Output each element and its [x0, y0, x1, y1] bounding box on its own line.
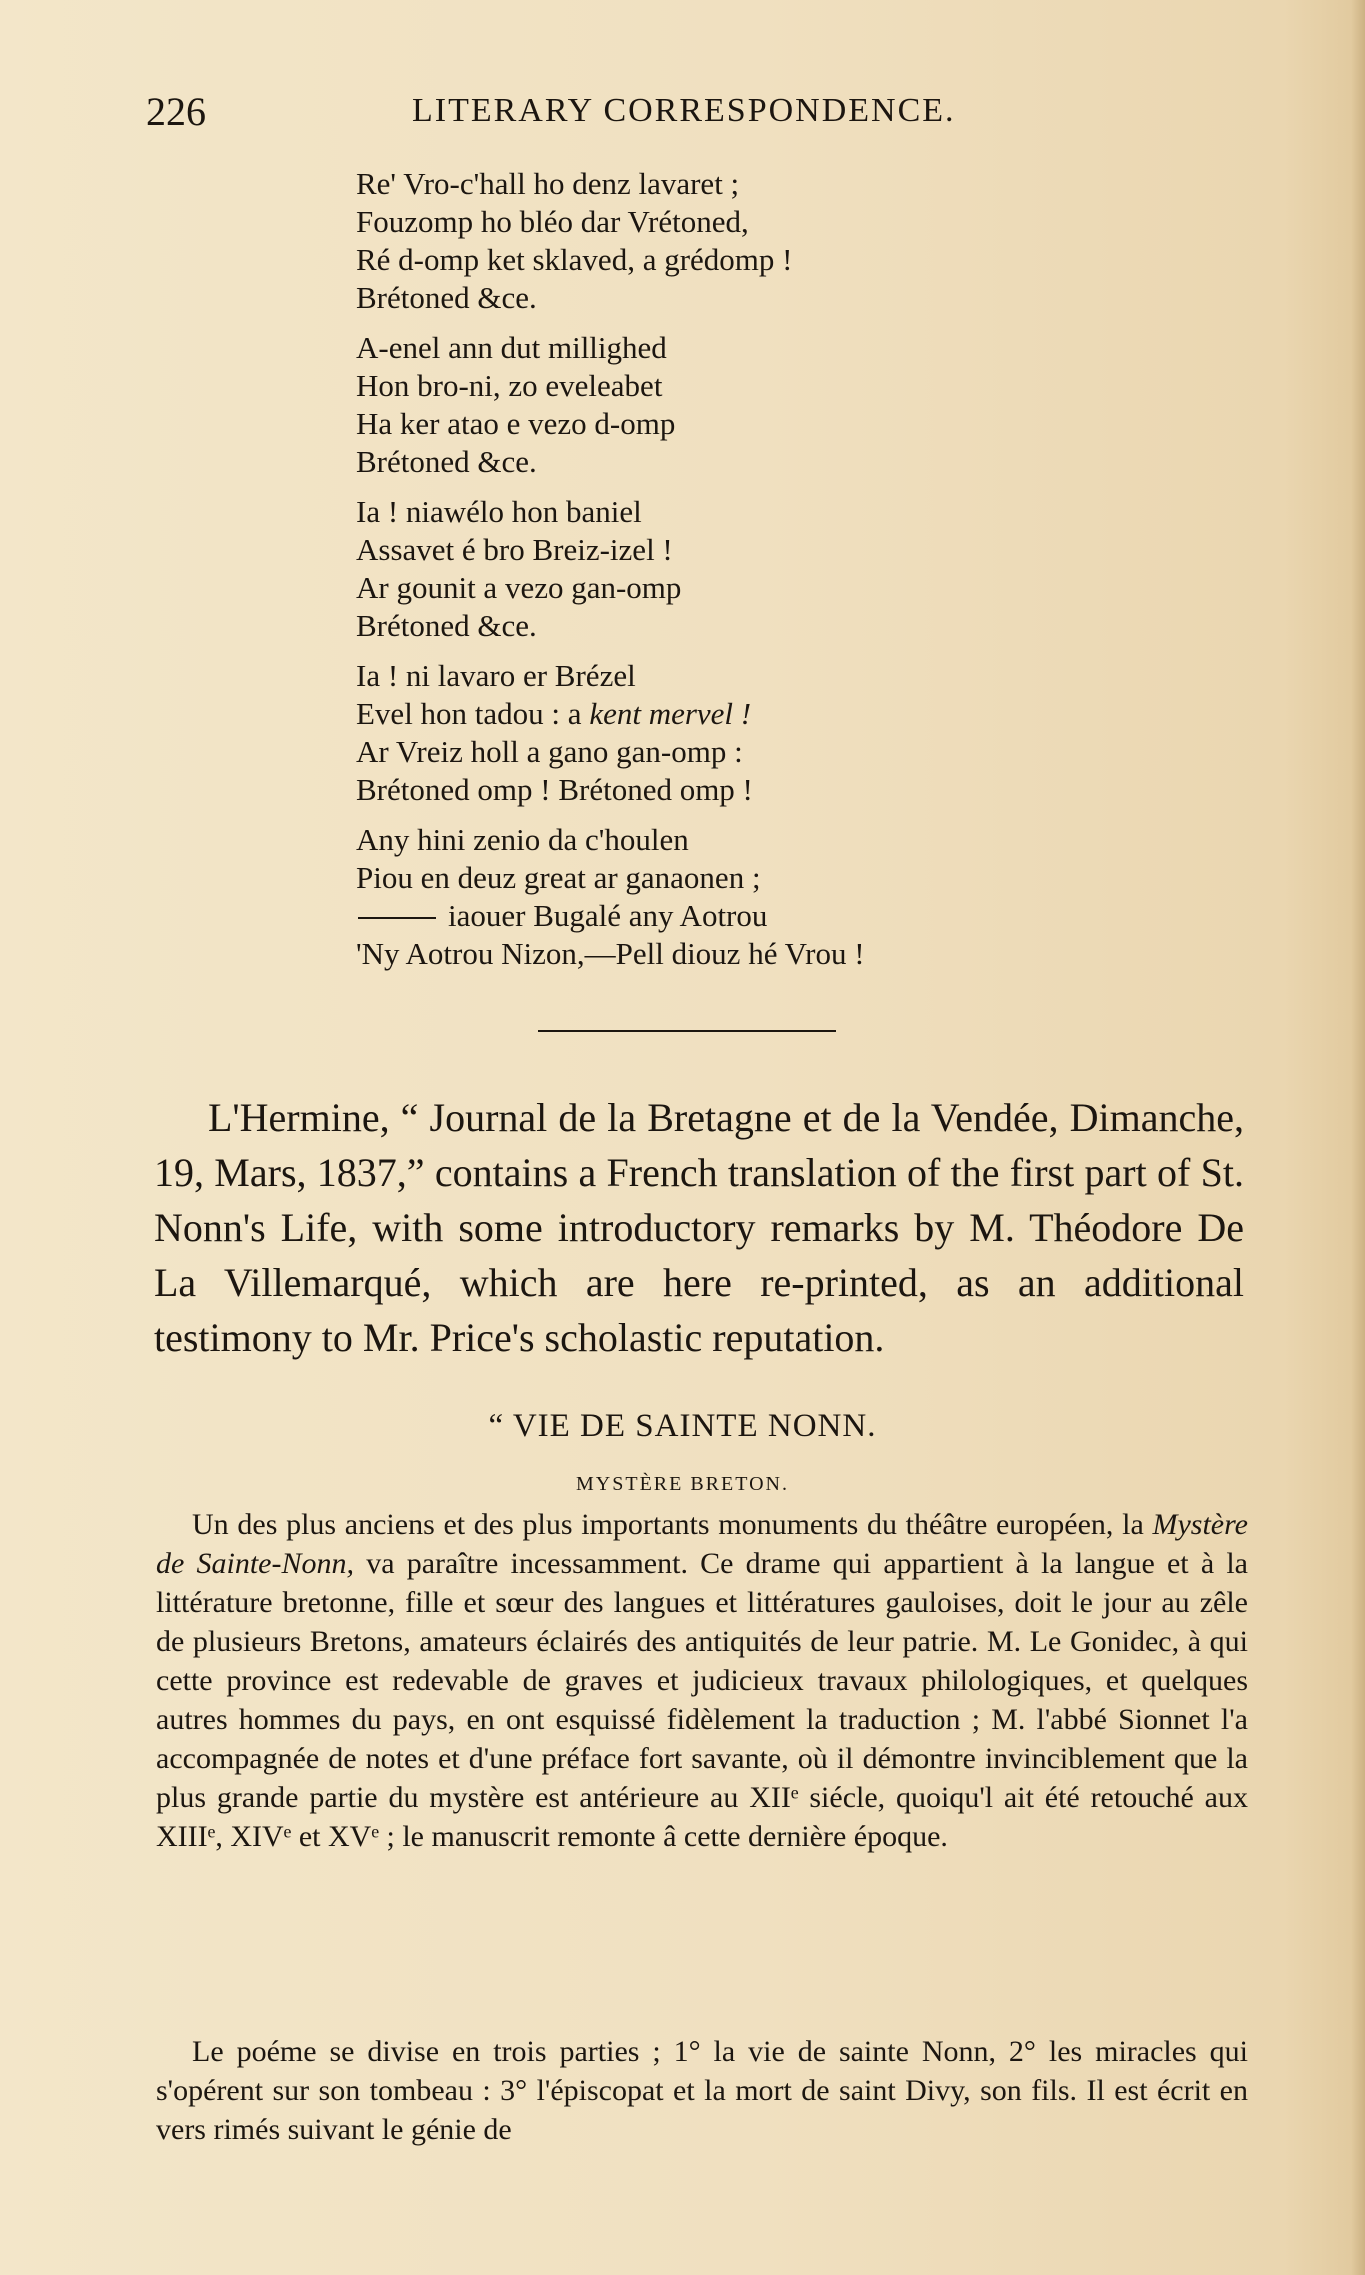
intro-paragraph: L'Hermine, “ Journal de la Bretagne et de la Vendée, Dimanche, 19, Mars, 1837,” contains a French translation of the first part of St. Nonn's Life, with some introductory remarks by M. Théodore De La Villemarqué, which are here re-printed, as an additional testimony to Mr. Price's scholastic reputation.	[154, 1095, 1244, 1360]
verse-line: Ia ! ni lavaro er Brézel	[356, 658, 636, 693]
verse-line: Any hini zenio da c'houlen	[356, 822, 689, 857]
verse-text: Evel hon tadou : a	[356, 696, 590, 731]
running-title: LITERARY CORRESPONDENCE.	[412, 92, 956, 129]
paragraph-text	[156, 1505, 1248, 1856]
verse-line: Ha ker atao e vezo d-omp	[356, 406, 676, 441]
verse-line: Assavet é bro Breiz-izel !	[356, 532, 673, 567]
verse-stanza-1	[356, 165, 1116, 317]
page-number: 226	[146, 89, 206, 134]
verse-line: Piou en deuz great ar ganaonen ;	[356, 860, 761, 895]
verse-line: Ar Vreiz holl a gano gan-omp :	[356, 734, 743, 769]
section-title: “ VIE DE SAINTE NONN.	[488, 1408, 877, 1444]
verse-line: Brétoned &ce.	[356, 280, 537, 315]
verse-stanza-3	[356, 493, 1116, 645]
running-header	[146, 88, 1246, 138]
verse-italic: kent mervel !	[589, 696, 752, 731]
verse-line	[356, 695, 1116, 733]
verse-line: A-enel ann dut millighed	[356, 330, 667, 365]
body-paragraph-1	[156, 1505, 1248, 1856]
page-edge-shadow	[1351, 0, 1365, 2275]
verse-line-indented: iaouer Bugalé any Aotrou	[356, 897, 1116, 935]
section-subtitle: MYSTÈRE BRETON.	[576, 1473, 789, 1495]
verse-line: 'Ny Aotrou Nizon,—Pell diouz hé Vrou !	[356, 936, 865, 971]
verse-line: Ia ! niawélo hon baniel	[356, 494, 642, 529]
verse-stanza-4	[356, 657, 1116, 809]
section-divider	[538, 1030, 836, 1032]
verse-line: Hon bro-ni, zo eveleabet	[356, 368, 663, 403]
verse-line: Brétoned &ce.	[356, 444, 537, 479]
verse-line: Brétoned &ce.	[356, 608, 537, 643]
verse-line: Re' Vro-c'hall ho denz lavaret ;	[356, 166, 740, 201]
italic-title: Mystère de Sainte-Nonn,	[156, 1508, 1248, 1580]
verse-stanza-5	[356, 821, 1116, 973]
text-run: Un des plus anciens et des plus importants monuments du théâtre européen, la	[192, 1508, 1153, 1541]
verse-line: Fouzomp ho bléo dar Vrétoned,	[356, 204, 749, 239]
verse-line: Ré d-omp ket sklaved, a grédomp !	[356, 242, 793, 277]
text-run: va paraître incessamment. Ce drame qui appartient à la langue et à la littérature bretonne, fille et sœur des langues et littératures gauloises, doit le jour au zêle de plusieurs Bretons, amateurs éclairés des antiquités de leur patrie. M. Le Gonidec, à qui cette province est redevable de graves et judicieux travaux philologiques, et quelques autres hommes du pays, en ont esquissé fidèlement la traduction ; M. l'abbé Sionnet l'a accompagnée de notes et d'une préface fort savante, où il démontre invinciblement que la plus grande partie du mystère est antérieure au XIIᵉ siécle, quoiqu'l ait été retouché aux XIIIᵉ, XIVᵉ et XVᵉ ; le manuscrit remonte â cette dernière époque.	[156, 1547, 1248, 1853]
verse-line: Brétoned omp ! Brétoned omp !	[356, 772, 753, 807]
paragraph-text: Le poéme se divise en trois parties ; 1° la vie de sainte Nonn, 2° les miracles qui s'opérent sur son tombeau : 3° l'épiscopat et la mort de saint Divy, son fils. Il est écrit en vers rimés suivant le génie de	[156, 2035, 1248, 2146]
verse-stanza-2	[356, 329, 1116, 481]
body-paragraph-2	[156, 2032, 1248, 2149]
verse-line: Ar gounit a vezo gan-omp	[356, 570, 682, 605]
